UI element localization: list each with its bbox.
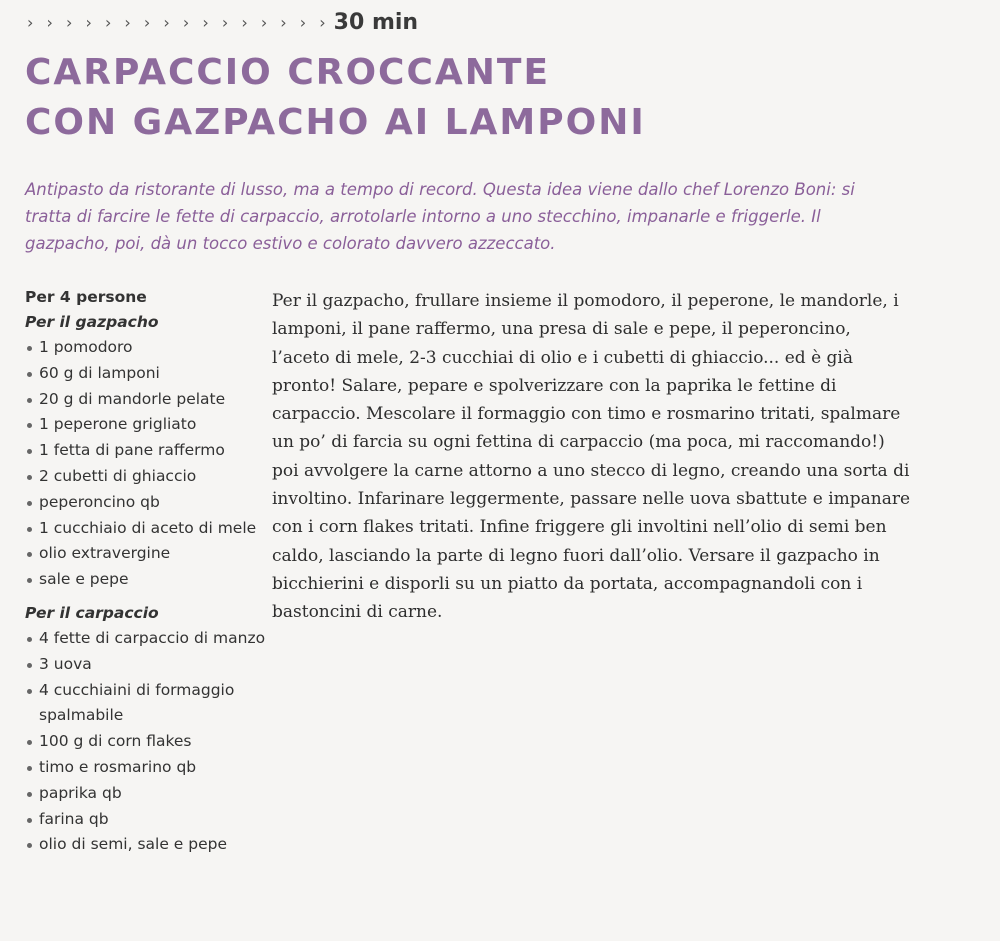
carpaccio-ingredient-list [25, 626, 275, 858]
gazpacho-section-title: Per il gazpacho [25, 313, 159, 331]
list-item: 1 pomodoro [25, 335, 275, 361]
preparation-method: Per il gazpacho, frullare insieme il pomodoro, il peperone, le mandorle, i lamponi, il pane raffermo, una presa di sale e pepe, il peperoncino, l’aceto di mele, 2-3 cucchiai di olio e i cubetti di ghiaccio... ed è già pronto! Salare, pepare e spolverizzare con la paprika le fettine di carpaccio. Mescolare il formaggio con timo e rosmarino tritati, spalmare un po’ di farcia su ogni fettina di carpaccio (ma poca, mi raccomando!) poi avvolgere la carne attorno a uno stecco di legno, creando una sorta di involtino. Infarinare leggermente, passare nelle uova sbattute e impanare con i corn flakes tritati. Infine friggere gli involtini nell’olio di semi ben caldo, lasciando la parte di legno fuori dall’olio. Versare il gazpacho in bicchierini e disporli su un piatto da portata, accompagnandoli con i bastoncini di carne. [272, 291, 911, 623]
list-item: sale e pepe [25, 567, 275, 593]
servings: Per 4 persone [25, 288, 147, 306]
list-item: 1 peperone grigliato [25, 412, 275, 438]
list-item: 100 g di corn flakes [25, 729, 275, 755]
list-item: 60 g di lamponi [25, 361, 275, 387]
gazpacho-ingredient-list [25, 335, 275, 593]
carpaccio-section-title: Per il carpaccio [25, 603, 159, 622]
list-item: paprika qb [25, 781, 275, 807]
recipe-title [25, 48, 646, 148]
list-item: farina qb [25, 807, 275, 833]
recipe-title-line-2: CON GAZPACHO AI LAMPONI [25, 102, 646, 143]
list-item: 1 cucchiaio di aceto di mele [25, 516, 275, 542]
prep-time-value: 30 min [333, 10, 419, 35]
list-item: 1 fetta di pane raffermo [25, 438, 275, 464]
list-item: timo e rosmarino qb [25, 755, 275, 781]
recipe-title-line-1: CARPACCIO CROCCANTE [25, 52, 551, 93]
list-item: 4 cucchiaini di formaggio spalmabile [25, 678, 275, 730]
list-item: olio di semi, sale e pepe [25, 832, 275, 858]
chevron-arrows-icon: › › › › › › › › › › › › › › › › [27, 13, 330, 32]
ingredients-column [25, 285, 275, 858]
list-item: 2 cubetti di ghiaccio [25, 464, 275, 490]
list-item: 4 fette di carpaccio di manzo [25, 626, 275, 652]
recipe-intro: Antipasto da ristorante di lusso, ma a tempo di record. Questa idea viene dallo chef Lorenzo Boni: si tratta di farcire le fette di carpaccio, arrotolarle intorno a uno stecchino, impanarle e friggerle. Il gazpacho, poi, dà un tocco estivo e colorato davvero azzeccato. [25, 180, 855, 253]
prep-time [27, 10, 418, 35]
list-item: peperoncino qb [25, 490, 275, 516]
list-item: 3 uova [25, 652, 275, 678]
list-item: 20 g di mandorle pelate [25, 387, 275, 413]
list-item: olio extravergine [25, 541, 275, 567]
